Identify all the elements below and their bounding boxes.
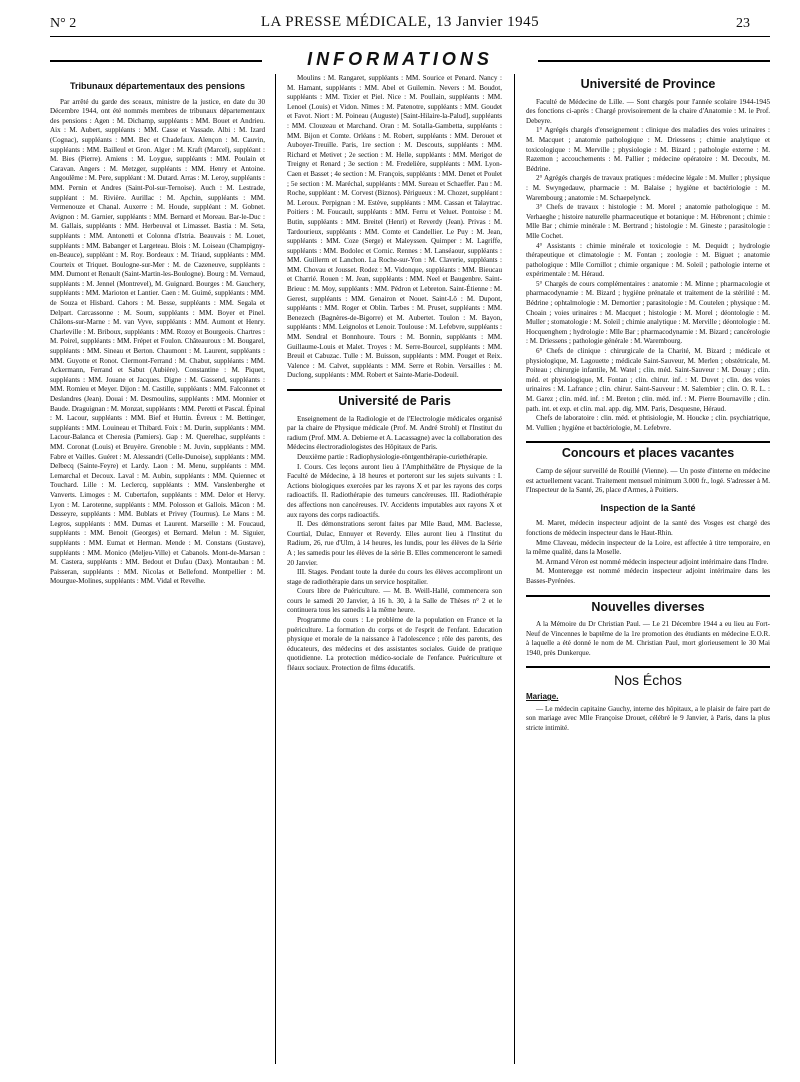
section-title: INFORMATIONS: [307, 49, 493, 69]
nos-echos-heading: Nos Échos: [614, 672, 682, 689]
tribunaux-text: Par arrêté du garde des sceaux, ministre de la justice, en date du 30 Décembre 1944, ont été nommés membres de tribunaux départementaux des pensions : Agen : M. Dichamp, suppléants : MM. Bouet et Andrieu. Aix : M. Aubert, suppléants : MM. Casse et Vassade. Albi : M. Izard (Cognac), suppléants : MM. Bec et Chadefaux. Alençon : M. Cauvin, suppléants : MM. Bailleul et Gron. Alger : M. Kraft (Marcel), suppléant : M. Bies (Pierre). Amiens : M. Loygue, suppléants : MM. Poulain et Caravan. Angers : M. Metzger, suppléants : MM. Henry et Antoine. Angoulême : M. Pere, suppléant : M. Dutard. Arras : M. Leroy, suppléants : MM. Pernin et Andres (Saint-Pol-sur-Ternoise). Auch : M. Lestrade, suppléant : M. Rivière. Aurillac : M. Apchin, suppléants : MM. Vermenouze et Chanal. Auxerre : M. Houde, suppléant : M. Gobnet. Avignon : M. Garnier, suppléants : MM. Bernard et Moreau. Bar-le-Duc : M. Gallais, suppléants : MM. Herbeuval et Limasset. Bastia : M. Seta, suppléants : MM. Antonetti et Colonna d'Istria. Beauvais : M. Louet, suppléants : MM. Babanger et Largeteau. Blois : M. Loiseau (Champigny-en-Beauce), suppléant : M. Roy. Bordeaux : M. Triaud, suppléants : MM. Courteix et Triquet. Boulogne-sur-Mer : M. de Cazeneuve, suppléants : MM. Dumont et Renault (Saint-Martin-les-Boulogne). Bourg : M. Vernaud, suppléants : M. Jennel (Montrevel), M. Guignard. Bourges : M. Gauchery, suppléants : MM. Marioton et Lantier. Caen : M. Guimé, suppléants : MM. de Souza et Hisbard. Cahors : M. Besse, suppléants : MM. Segala et Delpart. Carcassonne : M. Soum, suppléants : MM. Boyer et Pinel. Châlons-sur-Marne : M. van Vyve, suppléants : MM. Aumont et Henry. Charleville : M. Briboux, suppléants : MM. Rozoy et Bourgeois. Chartres : M. Poirel, suppléants : MM. Frépet et Foulon. Châteauroux : M. Bougarel, suppléants : MM. Sineau et Berton. Chaumont : M. Laurent, suppléants : MM. Guyotte et Ronot. Clermont-Ferrand : M. Chabut, suppléants : MM. Ackermann, Ferrand et Sabut (Aubière). Constantine : M. Piquet, suppléants : MM. Jouane et Jacques. Digne : M. Gassend, suppléants : MM. Romieu et Meyer. Dijon : M. Castille, suppléants : MM. Falconnet et Deslandres (Jean). Douai : M. Desmoulins, suppléants : MM. Monnier et Baude. Draguignan : M. Monzat, suppléants : MM. Peretti et Pascal. Épinal : M. Lacour, suppléants : MM. Bief et Huttin. Évreux : M. Bettinger, suppléants : MM. Louineau et Thibard. Foix : M. Durin, suppléants : MM. Lacour-Balanca et Cheresia (Pamiers). Gap : M. Querelhac, suppléants : MM. Coronat (Louis) et Bruyère. Grenoble : M. Juvin, suppléants : MM. Fabre et Vailles. Guéret : M. Alessandri (Celle-Dunoise), suppléants : MM. Delbecq (Sainte-Feyre) et Lardy. Laon : M. Menu, suppléants : MM. Lemarchal et Decoux. Laval : M. Aubin, suppléants : MM. Quiennec et Touchard. Lille : M. Leclercq, suppléants : MM. Vanslenberghe et Vanverts. Limoges : M. Cubertafon, suppléants : MM. Delor et Hervy. Lyon : M. Larotenne, suppléants : MM. Polosson et Gallois. Mâcon : M. Desseyre, suppléants : MM. Bublats et Privey (Tournus). Le Mans : M. Legros, suppléants : MM. Dumas et Laurent. Marseille : M. Foucaud, suppléants : MM. Benoit (Georges) et Bernard. Melun : M. Siguier, suppléants : MM. Eumat et Herman. Mende : M. Constans (Gustave), suppléants : MM. Monico (Meljeu-Ville) et Cabanols. Mont-de-Marsan : M. Castera, suppléants : MM. Bedout et Dufau (Dax). Montauban : M. Paisseran, suppléants : MM. Nicolas et Bellefond. Montpellier : M. Mourgue-Molines, suppléants : MM. Vidal et Revelhe.: [50, 97, 265, 586]
title-rule-right: [538, 60, 770, 62]
mariage-label: Mariage.: [526, 692, 559, 702]
programme-paragraph: Programme du cours : Le problème de la population en France et la puériculture. La formation du corps et de l'esprit de l'enfant. Education physique et morale de la naissance à l'adolescence ; rôle des parents, des éducateurs, des médecins et des assistantes sociales. Guide de pratique quotidienne. La protection médico-sociale de l'enfance. Puériculture et fléaux sociaux. Protection de films éducatifs.: [287, 616, 502, 673]
agreges-enseignement-paragraph: 1° Agrégés chargés d'enseignement : clinique des maladies des voies urinaires : M. Macquet ; anatomie pathologique : M. Driessens ; chimie analytique et toxicologique : M. Merville ; physiologie : M. Bizard ; pathologie externe : M. Razemon ; accouchements : M. Pallier ; médecine opératoire : M. Decoulx, M. Bédrine.: [526, 126, 770, 173]
title-rule-left: [50, 60, 262, 62]
cours-paragraph: I. Cours. Ces leçons auront lieu à l'Amphithéâtre de Physique de la Faculté de Médecine, à 18 heures et porteront sur les sujets suivants : I. Actions biologiques exercées par les rayons X et par les rayons des corps radioactifs. II. Radiothérapie des tumeurs cancéreuses. III. Radiothérapie des affections non cancéreuses. IV. Accidents imputables aux rayons X et aux rayons des corps radioactifs.: [287, 462, 502, 519]
tribunaux-heading: Tribunaux départementaux des pensions: [69, 81, 246, 91]
column-1: [50, 74, 265, 587]
sante-paragraph-3: M. Armand Véron est nommé médecin inspecteur adjoint intérimaire dans l'Indre.: [536, 557, 769, 566]
publication-title: LA PRESSE MÉDICALE, 13 Janvier 1945: [260, 14, 540, 30]
universite-paris-heading: Université de Paris: [338, 394, 451, 408]
page-header: [0, 10, 800, 34]
page-number: 23: [736, 16, 750, 31]
section-rule: [526, 441, 770, 443]
rouille-paragraph: Camp de séjour surveillé de Rouillé (Vienne). — Un poste d'interne en médecine est actuellement vacant. Traitement mensuel minimum 3.000 fr., logé. S'adresser à M. l'Inspecteur de la Santé, 26, place d'Armes, à Poitiers.: [526, 466, 770, 495]
section-rule: [526, 666, 770, 668]
demonstrations-paragraph: II. Des démonstrations seront faites par Mlle Baud, MM. Baclesse, Courtial, Dulac, Ennuyer et Reverdy. Elles auront lieu à l'Institut du Radium, 26, rue d'Ulm, à 14 heures, les lundis, pour les élèves de la Série A ; les samedis pour les élèves de la série B. Elles commenceront le samedi 20 Janvier.: [287, 520, 502, 567]
chefs-travaux-paragraph: 3° Chefs de travaux : histologie : M. Morel ; anatomie pathologique : M. Verhaeghe ; histoire naturelle pharmaceutique et botanique : M. Hébrenont ; chimie : Mlle Bar ; chimie minérale : M. Bertrand ; histologie : M. Gineste ; parasitologie : Mlle Cochet.: [526, 203, 770, 240]
agreges-travaux-paragraph: 2° Agrégés chargés de travaux pratiques : médecine légale : M. Muller ; physique : M. Swyngedauw, pharmacie : M. Balaise ; hygiène et bactériologie : M. Warembourg ; anatomie : M. Schaepelynck.: [526, 174, 770, 202]
universite-province-heading: Université de Province: [580, 77, 716, 91]
stages-paragraph: III. Stages. Pendant toute la durée du cours les élèves accompliront un stage de radiothérapie dans un service hospitalier.: [287, 568, 502, 586]
nouvelles-diverses-heading: Nouvelles diverses: [591, 599, 705, 614]
assistants-paragraph: 4° Assistants : chimie minérale et toxicologie : M. Dequidt ; hydrologie thérapeutique et climatologie : M. Fontan ; zoologie : M. Biguet ; anatomie pathologique : Mlle Cornillot ; chimie organique : M. Soleil ; pathologie interne et expérimentale : M. Héraud.: [526, 241, 770, 279]
deuxieme-partie-paragraph: Deuxième partie : Radiophysiologie-röntgenthérapie-curiethérapie.: [297, 452, 488, 461]
mariage-paragraph: — Le médecin capitaine Gauchy, interne des hôpitaux, a le plaisir de faire part de son mariage avec Mlle Françoise Drouet, célébré le 9 Janvier, à Paris, dans la plus stricte intimité.: [526, 704, 770, 732]
chefs-clinique-paragraph: 6° Chefs de clinique : chirurgicale de la Charité, M. Bizard ; médicale et physiologique, M. Lagouette ; médicale Saint-Sauveur, M. Merlen ; obstétricale, M. Poiteau ; chirurgie infantile, M. Watel ; clin. méd. Saint-Sauveur : M. Douay ; clin. méd. et physiologique, M. Fontan ; clin. chirur. inf. : M. Duvet ; clin. des voies urinaires : M. Lafrance ; clin. chirur. Saint-Sauveur : M. Salembier ; clin. O. R. L. : M. Garez ; clin. méd. inf. : M. Breton ; clin. méd. inf. : M. Pierre Bournaville ; clin. path. int. et exp. et clin. mal. app. dig. MM. Paris, Desquesne, Héraud.: [526, 347, 770, 413]
tribunaux-text-cont: Moulins : M. Rangaret, suppléants : MM. Sourice et Penard. Nancy : M. Hamant, suppléants : MM. Abel et Guilemin. Nevers : M. Boudot, suppléants : MM. Tixier et Piel. Nice : M. Poullain, suppléants : MM. Lenoel (Louis) et Vidon. Nîmes : M. Patenotre, suppléants : MM. Goudet et Favot. Niort : M. Poineau (Auguste) [Saint-Hilaire-la-Palud], suppléants : MM. Clouzeau et Marchand. Oran : M. Sotalla-Gambetta, suppléants : MM. Bijon et Comte. Orléans : M. Robert, suppléants : MM. Derouet et Auboyer-Treuille. Paris, 1re section : M. Descouts, suppléants : MM. Richard et Metivet ; 2e section : M. Helle, suppléants : MM. Merigot de Treigny et Renard ; 3e section : M. Fredelière, suppléants : MM. Lyon-Caen et Basset ; 4e section : M. François, suppléants : MM. Denet et Poulet ; 5e section : M. Maréchal, suppléants : MM. Sureau et Schaeffer. Pau : M. Roche, suppléant : M. Corvest (Biznos). Périgueux : M. Chozet, suppléant : M. Leroux. Perpignan : M. Estève, suppléants : MM. Cassan et Talaytrac. Poitiers : M. Foucault, suppléants : MM. Ferru et Veluet. Pontoise : M. Butin, suppléants : MM. Breitel (Henri) et Reverdy (Jean). Privas : M. Tardourieux, suppléants : MM. Comte et Candellier. Le Puy : M. Jean, suppléants : MM. Coze (Serge) et Maleyssen. Quimper : M. Lagriffe, suppléants : MM. Bodolec et Cornic. Rennes : M. Lanséaour, suppléants : MM. Guillerm et Lanchon. La Roche-sur-Yon : M. Claverie, suppléants : MM. Chovau et Jousset. Rodez : M. Vidonque, suppléants : MM. Bieucau et Charrié. Rouen : M. Jean, suppléants : MM. Neel et Baugenbre. Saint-Brieuc : M. Moy, suppléants : MM. Pédron et Lebreton. Saint-Étienne : M. Gerest, suppléants : MM. Genairon et Nouet. Saint-Lô : M. Dupont, suppléants : MM. Roger et Oblin. Tarbes : M. Pruset, suppléants : MM. Benezech (Bagnères-de-Bigorre) et M. Aubertet. Toulon : M. Bayon, suppléants : MM. Leignolos et Lenoir. Toulouse : M. Lefebvre, suppléants : MM. Sendral et Bonnhoure. Tours : M. Bonnin, suppléants : MM. Guillaume-Louis et Malet. Troyes : M. Serre-Bourcel, suppléants : MM. Breuil et Cabuzac. Tulle : M. Buisson, suppléants : MM. Pouget et Reix. Valence : M. Calvet, suppléants : MM. Serre et Robin. Versailles : M. Duclong, suppléants : MM. Robert et Sainte-Marie-Dodeuil.: [287, 74, 502, 380]
inspection-sante-heading: Inspection de la Santé: [600, 502, 696, 513]
memoire-paragraph: A la Mémoire du Dr Christian Paul. — Le 21 Décembre 1944 a eu lieu au Fort-Neuf de Vincennes le baptême de la 1re promotion des étudiants en médecine E.O.R. à laquelle a été donné le nom de M. Christian Paul, mort glorieusement le 30 Mai 1940, près Dunkerque.: [526, 620, 770, 657]
lille-paragraph: Faculté de Médecine de Lille. — Sont chargés pour l'année scolaire 1944-1945 des fonctions ci-après : Chargé provisoirement de la chaire d'Anatomie : M. le Prof. Debeyre.: [526, 97, 770, 125]
column-3: [526, 74, 770, 733]
sante-paragraph-4: M. Monteregge est nommé médecin inspecteur adjoint intérimaire dans les Basses-Pyrénées.: [526, 567, 770, 585]
cours-complementaires-paragraph: 5° Chargés de cours complémentaires : anatomie : M. Minne ; pharmacologie et pharmacodynamie : M. Bizard ; hygiène prénatale et traitement de la stérilité : M. Bédrine ; ophtalmologie : M. Demortier ; parasitologie : M. Coutelen ; physique : M. Choain ; voies urinaires : M. Macquet ; histologie : M. Morel ; déontologie : M. Muller ; stomatologie : M. Soleil ; chimie analytique : M. Merville ; déontologie : M. Hocquenghem ; hydrologie : Mlle Bar ; pharmacodynamie : M. Bizard ; cancérologie : M. Driessens ; pathologie générale : M. Warembourg.: [526, 279, 770, 346]
sante-paragraph-2: Mme Claveau, médecin inspecteur de la Loire, est affectée à titre temporaire, en la même qualité, dans la Moselle.: [526, 538, 770, 557]
sante-paragraph-1: M. Maret, médecin inspecteur adjoint de la santé des Vosges est chargé des fonctions de médecin inspecteur dans le Haut-Rhin.: [526, 519, 770, 537]
column-2: [287, 74, 502, 674]
header-rule: [50, 36, 770, 37]
concours-heading: Concours et places vacantes: [561, 446, 735, 461]
chefs-laboratoire-paragraph: Chefs de laboratoire : clin. méd. et phtisiologie, M. Houcke ; clin. psychiatrique, M. Vullien ; hygiène et bactériologie, M. Lefebvre.: [526, 414, 770, 432]
issue-number: N° 2: [50, 16, 77, 31]
puericulture-paragraph: Cours libre de Puériculture. — M. B. Weill-Hallé, commencera son cours le samedi 20 Janvier, à 16 h. 30, à la Salle de Thèses n° 2 et le continuera tous les samedis à la même heure.: [287, 587, 502, 615]
radiologie-paragraph: Enseignement de la Radiologie et de l'Electrologie médicales organisé par la chaire de Physique médicale (Prof. M. André Strohl) et l'Institut du radium (Prof. MM. A. Debierne et A. Lacassagne) avec la collaboration des Médecins électroradiologistes des Hôpitaux de Paris.: [287, 414, 502, 452]
column-divider: [275, 74, 276, 1064]
section-rule: [526, 595, 770, 597]
column-divider: [514, 74, 515, 1064]
section-rule: [287, 389, 502, 391]
